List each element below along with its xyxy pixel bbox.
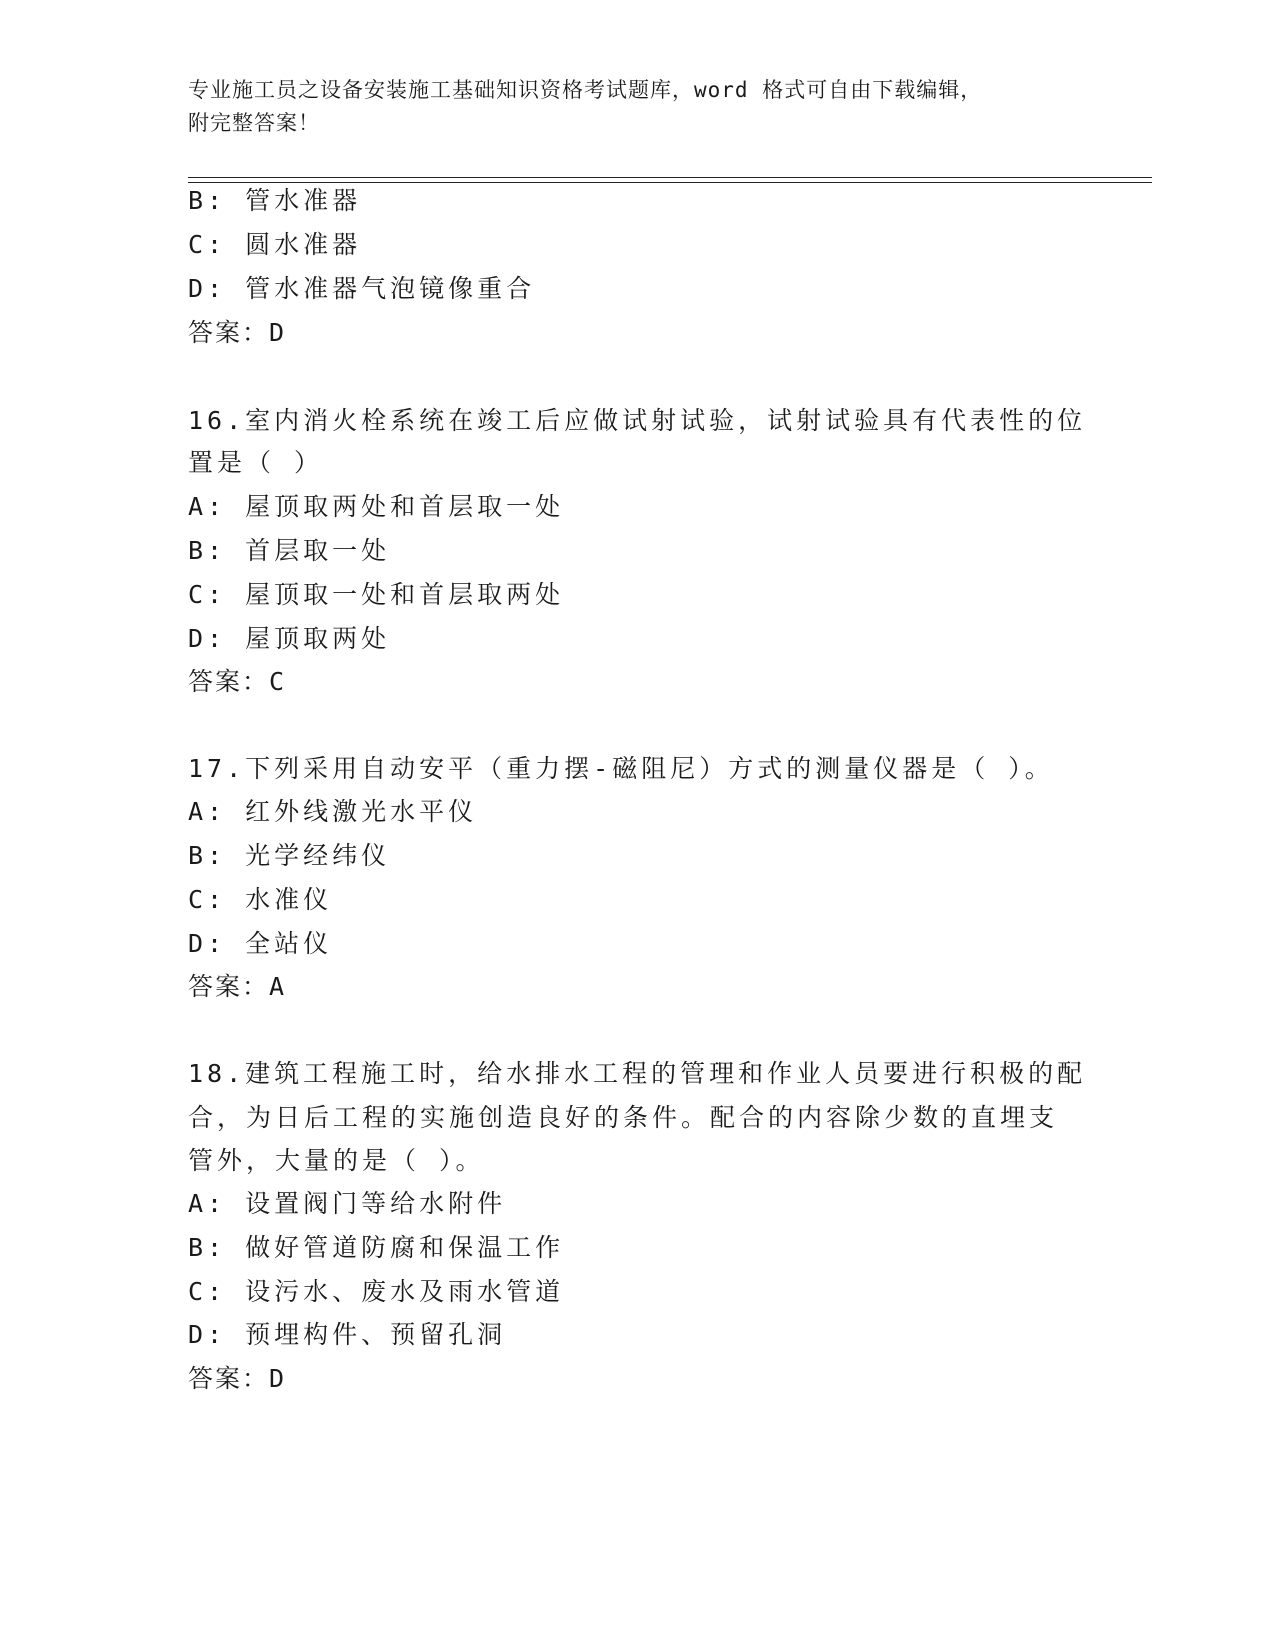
option-a: A: 屋顶取两处和首层取一处 [188, 492, 565, 521]
header-line-1: 专业施工员之设备安装施工基础知识资格考试题库，word 格式可自由下载编辑， [188, 78, 983, 102]
option-d: D: 屋顶取两处 [188, 624, 391, 653]
option-c: C: 圆水准器 [188, 230, 362, 259]
answer: 答案：A [188, 972, 287, 1001]
option-c: C: 水准仪 [188, 885, 333, 914]
option-b: B: 光学经纬仪 [188, 841, 391, 870]
option-b: B: 首层取一处 [188, 536, 391, 565]
answer: 答案：D [188, 1364, 287, 1393]
option-d: D: 预埋构件、预留孔洞 [188, 1320, 507, 1349]
header-line-2: 附完整答案！ [188, 111, 320, 135]
option-b: B: 做好管道防腐和保温工作 [188, 1233, 565, 1262]
question-stem: 置是（ ） [188, 448, 324, 477]
option-b: B: 管水准器 [188, 186, 362, 215]
option-a: A: 设置阀门等给水附件 [188, 1189, 507, 1218]
answer: 答案：D [188, 318, 287, 347]
option-a: A: 红外线激光水平仪 [188, 797, 478, 826]
question-stem: 16.室内消火栓系统在竣工后应做试射试验，试射试验具有代表性的位 [188, 406, 1087, 435]
option-d: D: 管水准器气泡镜像重合 [188, 274, 536, 303]
option-c: C: 屋顶取一处和首层取两处 [188, 580, 565, 609]
header-divider-bottom [188, 182, 1152, 183]
question-stem: 17.下列采用自动安平（重力摆-磁阻尼）方式的测量仪器是（ ）。 [188, 754, 1054, 783]
answer: 答案：C [188, 667, 287, 696]
question-stem: 合，为日后工程的实施创造良好的条件。配合的内容除少数的直埋支 [188, 1103, 1059, 1132]
option-c: C: 设污水、废水及雨水管道 [188, 1277, 565, 1306]
option-d: D: 全站仪 [188, 929, 333, 958]
header-divider-top [188, 177, 1152, 178]
document-header [188, 74, 1068, 140]
question-stem: 管外，大量的是（ ）。 [188, 1146, 485, 1175]
question-stem: 18.建筑工程施工时，给水排水工程的管理和作业人员要进行积极的配 [188, 1059, 1087, 1088]
